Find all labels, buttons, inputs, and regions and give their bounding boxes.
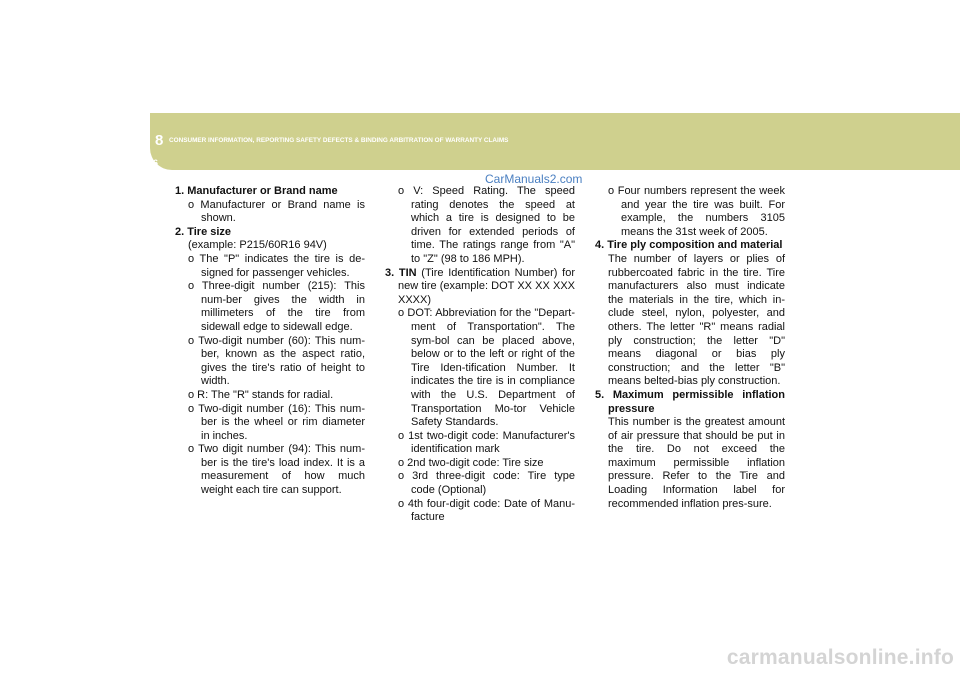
page-number: 6 (153, 158, 159, 168)
tire-size-example: (example: P215/60R16 94V) (188, 239, 327, 252)
ply-composition-text: The number of layers or plies of rubbercoated fabric in the tire. Tire manufacturers also must indicate the materials in the tire, which in-clude steel, nylon, polyester, and others. The letter "R" means radial ply construction; the letter "D" means diagonal or bias ply construction; and the letter "B" means belted-bias ply construction. (608, 252, 785, 388)
watermark-bottom[interactable]: carmanualsonline.info (726, 646, 954, 669)
item-heading-tire-size: 2. Tire size (175, 225, 232, 238)
item-heading-max-inflation: 5. Maximum permissible inflation pressure (595, 388, 785, 415)
list-item: o Two digit number (94): This num-ber is the tire's load index. It is a measurement of how much weight each tire can support. (188, 443, 365, 497)
list-item: o 1st two-digit code: Manufacturer's identification mark (398, 429, 575, 456)
list-item: o V: Speed Rating. The speed rating denotes the speed at which a tire is designed to be driven for extended periods of time. The ratings range from "A" to "Z" (98 to 186 MPH). (398, 185, 575, 265)
item-heading-ply-composition: 4. Tire ply composition and material (595, 239, 783, 252)
list-item: o Four numbers represent the week and year the tire was built. For example, the numbers 3105 means the 31st week of 2005. (608, 185, 785, 238)
max-inflation-text: This number is the greatest amount of air pressure that should be put in the tire. Do not exceed the maximum permissible inflation pressure. Refer to the Tire and Loading Information label for recommended inflation pres-sure. (608, 416, 785, 510)
watermark-top[interactable]: CarManuals2.com (485, 172, 583, 186)
list-item: o 2nd two-digit code: Tire size (398, 456, 544, 469)
item-heading-brand-name: 1. Manufacturer or Brand name (175, 185, 338, 197)
item-heading-tin: 3. TIN (385, 266, 417, 279)
list-item: o The "P" indicates the tire is de-signed for passenger vehicles. (188, 252, 365, 279)
list-item: o Two-digit number (16): This num-ber is the wheel or rim diameter in inches. (188, 402, 365, 442)
chapter-number: 8 (155, 132, 164, 149)
text-column-1 (175, 185, 365, 498)
list-item: o DOT: Abbreviation for the "Depart-ment of Transportation". The sym-bol can be placed above, below or to the left or right of the Tire Iden-tification Number. It indicates the tire is in compliance with the U.S. Department of Transportation Mo-tor Vehicle Safety Standards. (398, 307, 575, 429)
chapter-title: CONSUMER INFORMATION, REPORTING SAFETY DEFECTS & BINDING ARBITRATION OF WARRANTY CLAIMS (169, 137, 509, 144)
text-column-2 (385, 185, 575, 525)
list-item: o 4th four-digit code: Date of Manu-facture (398, 497, 575, 524)
item-tin-text: (Tire Identification Number) for new tire (example: DOT XX XX XXX XXXX) (398, 266, 576, 306)
list-item: o Two-digit number (60): This num-ber, known as the aspect ratio, gives the tire's ratio of height to width. (188, 334, 365, 388)
list-item: o Manufacturer or Brand name is shown. (188, 198, 365, 225)
item-tin (385, 267, 575, 308)
list-item: o 3rd three-digit code: Tire type code (Optional) (398, 470, 575, 497)
text-column-3 (595, 185, 785, 511)
list-item: o R: The "R" stands for radial. (188, 388, 334, 401)
list-item: o Three-digit number (215): This num-ber gives the width in millimeters of the tire from sidewall edge to sidewall edge. (188, 280, 365, 333)
